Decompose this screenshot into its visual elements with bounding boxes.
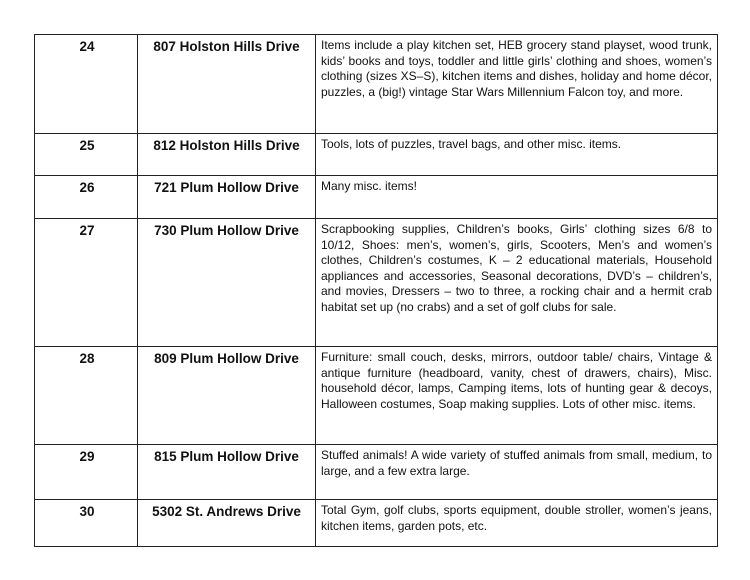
- listing-items: Furniture: small couch, desks, mirrors, outdoor table/ chairs, Vintage & antique furniture (headboard, vanity, chest of drawers, chairs), Misc. household décor, lamps, Camping items, lots of hunting gear & decoys, Halloween costumes, Soap making supplies. Lots of other misc. items.: [316, 347, 718, 445]
- listing-number: 28: [35, 347, 138, 445]
- table-row: [35, 445, 718, 500]
- listing-items: Total Gym, golf clubs, sports equipment, double stroller, women’s jeans, kitchen items, garden pots, etc.: [316, 500, 718, 547]
- listing-items: Items include a play kitchen set, HEB grocery stand playset, wood trunk, kids’ books and toys, toddler and little girls’ clothing and shoes, women’s clothing (sizes XS–S), kitchen items and dishes, holiday and home décor, puzzles, a (big!) vintage Star Wars Millennium Falcon toy, and more.: [316, 35, 718, 134]
- listing-items: Tools, lots of puzzles, travel bags, and other misc. items.: [316, 134, 718, 176]
- listing-number: 25: [35, 134, 138, 176]
- listing-number: 24: [35, 35, 138, 134]
- listing-address: 807 Holston Hills Drive: [138, 35, 316, 134]
- table-row: [35, 134, 718, 176]
- listing-address: 809 Plum Hollow Drive: [138, 347, 316, 445]
- listing-number: 29: [35, 445, 138, 500]
- listing-number: 26: [35, 176, 138, 219]
- table-row: [35, 35, 718, 134]
- table-row: [35, 347, 718, 445]
- listing-address: 721 Plum Hollow Drive: [138, 176, 316, 219]
- listing-address: 730 Plum Hollow Drive: [138, 219, 316, 347]
- listing-address: 815 Plum Hollow Drive: [138, 445, 316, 500]
- table-row: [35, 176, 718, 219]
- listing-items: Scrapbooking supplies, Children’s books, Girls’ clothing sizes 6/8 to 10/12, Shoes: men’s, women’s, girls, Scooters, Men’s and women’s clothes, Children’s costumes, K – 2 educational materials, Household appliances and accessories, Seasonal decorations, DVD’s – children’s, and movies, Dressers – two to three, a rocking chair and a hermit crab habitat set up (no crabs) and a set of golf clubs for sale.: [316, 219, 718, 347]
- listing-number: 27: [35, 219, 138, 347]
- listing-number: 30: [35, 500, 138, 547]
- listing-address: 812 Holston Hills Drive: [138, 134, 316, 176]
- listing-address: 5302 St. Andrews Drive: [138, 500, 316, 547]
- garage-sale-listings-table: [34, 34, 718, 547]
- listing-items: Many misc. items!: [316, 176, 718, 219]
- table-row: [35, 219, 718, 347]
- listing-items: Stuffed animals! A wide variety of stuffed animals from small, medium, to large, and a few extra large.: [316, 445, 718, 500]
- table-row: [35, 500, 718, 547]
